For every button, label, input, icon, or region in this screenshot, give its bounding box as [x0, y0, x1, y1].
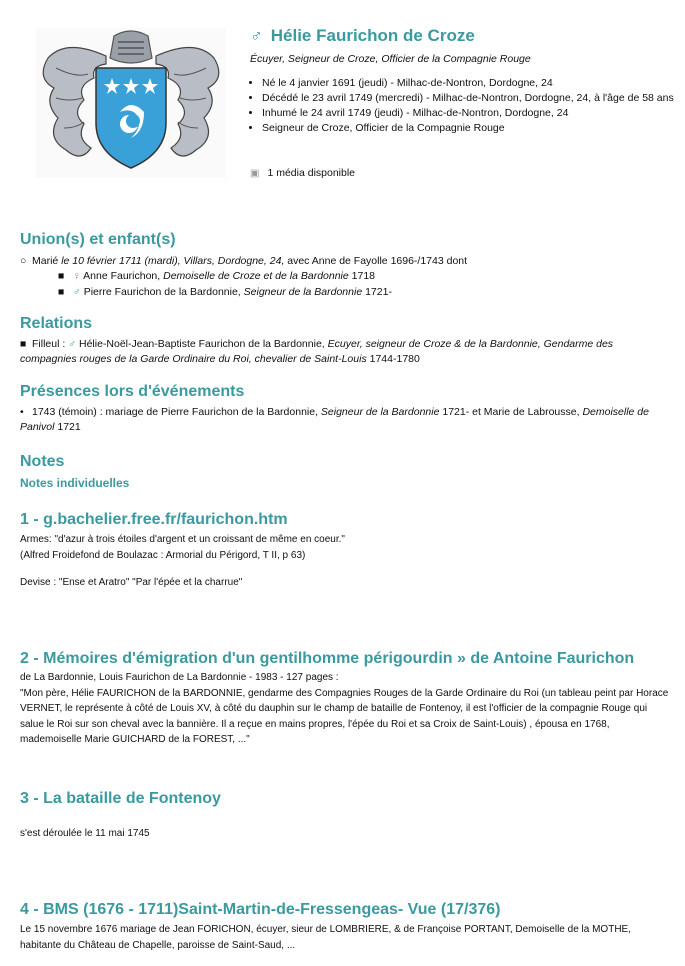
- fact-death: • Décédé le 23 avril 1749 (mercredi) - Milhac-de-Nontron, Dordogne, 24, à l'âge de 58 ans: [262, 91, 682, 106]
- note-line: "Mon père, Hélie FAURICHON de la BARDONNIE, gendarme des Compagnies Rouges de la Garde Ordinaire du Roi (un tableau peint par Horace VERNET, le représente à côté de Louis XV, à côté du dauphin sur le champ de bataille de Fontenoy, il est l'officier de la compagnie Rouge qui salue le Roi sur son cheval avec la bannière. Il a reçue en mains propres, l'épée du Roi et sa Croix de Saint-Louis) , épousa en 1768, mademoiselle Marie GUICHARD de la FOREST, ...": [20, 687, 669, 745]
- event-dates: 1721: [57, 421, 81, 433]
- child-row: ■ ♂ Pierre Faurichon de la Bardonnie, Seigneur de la Bardonnie 1721-: [58, 286, 392, 298]
- section-relations: Relations: [20, 315, 93, 332]
- child-title: Seigneur de la Bardonnie: [243, 286, 363, 298]
- note-line: Le 15 novembre 1676 mariage de Jean FORICHON, écuyer, sieur de LOMBRIERE, & de Françoise PORTANT, Demoiselle de la MOTHE, habitante du Château de Chapelle, paroisse de Saint-Saud, ...: [20, 924, 631, 951]
- note-title[interactable]: 1 - g.bachelier.free.fr/faurichon.htm: [20, 511, 288, 528]
- note-title[interactable]: 3 - La bataille de Fontenoy: [20, 790, 221, 807]
- marriage-row: [20, 254, 670, 269]
- section-notes: Notes: [20, 453, 65, 470]
- child-name[interactable]: Anne Faurichon,: [83, 270, 161, 282]
- relation-title: Ecuyer, seigneur de Croze & de la Bardonnie, Gendarme des compagnies rouges de la Garde Ordinaire du Roi, chevalier de Saint-Louis: [20, 338, 614, 365]
- note-body: [20, 922, 670, 953]
- section-unions: Union(s) et enfant(s): [20, 231, 176, 248]
- male-icon: ♂: [68, 338, 77, 350]
- male-icon: ♂: [250, 26, 263, 45]
- child-name[interactable]: Pierre Faurichon de la Bardonnie,: [83, 286, 241, 298]
- note-line: Devise : "Ense et Aratro" "Par l'épée et la charrue": [20, 577, 243, 588]
- note-body: [20, 670, 670, 748]
- section-events: Présences lors d'événements: [20, 383, 245, 400]
- camera-icon: ▣: [250, 168, 260, 179]
- fact-birth: • Né le 4 janvier 1691 (jeudi) - Milhac-de-Nontron, Dordogne, 24: [262, 76, 682, 91]
- person-name: [250, 26, 475, 46]
- event-text[interactable]: 1721- et Marie de Labrousse,: [442, 406, 580, 418]
- note-line: [20, 563, 670, 575]
- event-title: Demoiselle de Panivol: [20, 406, 649, 433]
- event-title: Seigneur de la Bardonnie: [320, 406, 440, 418]
- male-icon: ♂: [72, 286, 81, 298]
- note-title[interactable]: 2 - Mémoires d'émigration d'un gentilhomme périgourdin » de Antoine Faurichon: [20, 650, 635, 667]
- relation-prefix: Filleul :: [32, 338, 66, 350]
- note-line: s'est déroulée le 11 mai 1745: [20, 828, 150, 839]
- child-title: Demoiselle de Croze et de la Bardonnie: [163, 270, 349, 282]
- child-row: ■ ♀ Anne Faurichon, Demoiselle de Croze et de la Bardonnie 1718: [58, 270, 376, 282]
- relation-dates: 1744-1780: [369, 353, 420, 365]
- marriage-spouse[interactable]: avec Anne de Fayolle 1696-/1743 dont: [287, 255, 468, 267]
- note-line: de La Bardonnie, Louis Faurichon de La Bardonnie - 1983 - 127 pages :: [20, 672, 339, 683]
- person-facts: [248, 76, 682, 136]
- note-line: (Alfred Froidefond de Boulazac : Armorial du Périgord, T II, p 63): [20, 549, 306, 561]
- bullet: ○: [20, 255, 27, 267]
- relation-row: ■ Filleul : ♂ Hélie-Noël-Jean-Baptiste Faurichon de la Bardonnie, Ecuyer, seigneur de Croze & de la Bardonnie, Gendarme des compagnies rouges de la Garde Ordinaire du Roi, chevalier de Saint-Louis 1744-1780: [20, 338, 614, 365]
- marriage-prefix: Marié: [32, 255, 59, 267]
- media-label[interactable]: 1 média disponible: [267, 167, 356, 179]
- person-titles: Écuyer, Seigneur de Croze, Officier de la Compagnie Rouge: [250, 53, 531, 65]
- note-body: [20, 826, 670, 842]
- relation-name[interactable]: Hélie-Noël-Jean-Baptiste Faurichon de la Bardonnie,: [78, 338, 325, 350]
- coat-of-arms-icon[interactable]: [36, 28, 226, 178]
- event-text[interactable]: 1743 (témoin) : mariage de Pierre Faurichon de la Bardonnie,: [32, 406, 318, 418]
- fact-occupation: • Seigneur de Croze, Officier de la Compagnie Rouge: [262, 121, 682, 136]
- child-dates: 1718: [351, 270, 376, 282]
- fact-burial: • Inhumé le 24 avril 1749 (jeudi) - Milhac-de-Nontron, Dordogne, 24: [262, 106, 682, 121]
- note-body: [20, 532, 670, 591]
- child-dates: 1721-: [365, 286, 392, 298]
- marriage-date: le 10 février 1711 (mardi), Villars, Dordogne, 24,: [61, 255, 285, 267]
- media-link[interactable]: [250, 167, 355, 179]
- event-row: • 1743 (témoin) : mariage de Pierre Faurichon de la Bardonnie, Seigneur de la Bardonnie 1721- et Marie de Labrousse, Demoiselle de Panivol 1721: [20, 406, 649, 433]
- person-name-text: Hélie Faurichon de Croze: [270, 26, 475, 45]
- female-icon: ♀: [72, 270, 81, 282]
- note-title[interactable]: 4 - BMS (1676 - 1711)Saint-Martin-de-Fressengeas- Vue (17/376): [20, 901, 501, 918]
- note-line: Armes: "d'azur à trois étoiles d'argent et un croissant de même en coeur.": [20, 534, 345, 545]
- notes-subheading: Notes individuelles: [20, 476, 130, 490]
